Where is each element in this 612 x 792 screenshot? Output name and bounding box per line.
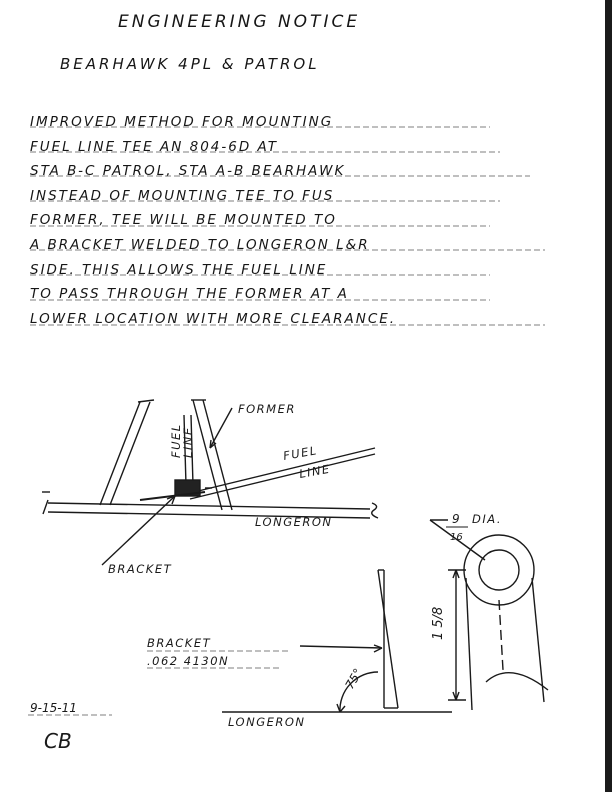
signature: CB xyxy=(44,729,72,753)
fuel-line-label: LINE xyxy=(298,461,332,481)
fuel-line-label: FUEL xyxy=(169,423,183,458)
longeron-bottom-label: LONGERON xyxy=(228,715,306,729)
hole-diameter-unit: DIA. xyxy=(472,512,502,526)
body-line: SIDE. THIS ALLOWS THE FUEL LINE xyxy=(30,261,328,278)
diagonal-tube xyxy=(100,402,140,505)
longeron-label: LONGERON xyxy=(255,515,333,529)
fuel-line-diagonal xyxy=(190,454,375,499)
body-line: IMPROVED METHOD FOR MOUNTING xyxy=(30,114,334,130)
former-section xyxy=(378,570,398,708)
hole-diameter-den: 16 xyxy=(450,532,463,543)
bracket-spec-label: BRACKET xyxy=(147,636,212,650)
body-line: A BRACKET WELDED TO LONGERON L&R xyxy=(30,236,370,253)
body-line: FORMER, TEE WILL BE MOUNTED TO xyxy=(30,212,337,229)
longeron-end xyxy=(43,500,48,514)
page-subtitle: BEARHAWK 4PL & PATROL xyxy=(60,55,320,73)
fuel-line-label: FUEL xyxy=(282,443,319,463)
date: 9-15-11 xyxy=(30,701,77,715)
break-mark xyxy=(372,503,378,518)
diagonal-tube xyxy=(110,402,150,505)
longeron-tube xyxy=(48,503,370,509)
bracket-label: BRACKET xyxy=(108,562,173,576)
angle-arrow xyxy=(337,704,345,712)
page-title: ENGINEERING NOTICE xyxy=(118,12,361,32)
hole-circle xyxy=(479,550,519,590)
angle-label: 75° xyxy=(342,666,366,692)
former-leader xyxy=(210,408,232,448)
fuel-line-label: LINE xyxy=(181,426,195,458)
tube-end xyxy=(138,400,154,402)
hole-diameter-num: 9 xyxy=(452,512,460,526)
scan-edge xyxy=(605,0,612,792)
former-label: FORMER xyxy=(238,402,296,416)
bracket-spec-material: .062 4130N xyxy=(147,654,230,668)
body-line: FUEL LINE TEE AN 804-6D AT xyxy=(30,138,279,155)
text-underlines xyxy=(30,127,545,325)
center-line xyxy=(499,600,503,670)
body-line: INSTEAD OF MOUNTING TEE TO FUS xyxy=(30,187,335,204)
plate-cutout xyxy=(486,673,548,690)
height-dimension-label: 1 5/8 xyxy=(431,606,446,640)
bracket-outline-circle xyxy=(464,535,534,605)
bracket-spec-leader xyxy=(300,646,382,648)
body-line: STA B-C PATROL, STA A-B BEARHAWK xyxy=(30,163,346,180)
bracket-leader xyxy=(102,496,175,565)
body-line: LOWER LOCATION WITH MORE CLEARANCE. xyxy=(30,310,397,327)
body-line: TO PASS THROUGH THE FORMER AT A xyxy=(30,286,349,303)
plate-edge-left xyxy=(466,578,472,710)
